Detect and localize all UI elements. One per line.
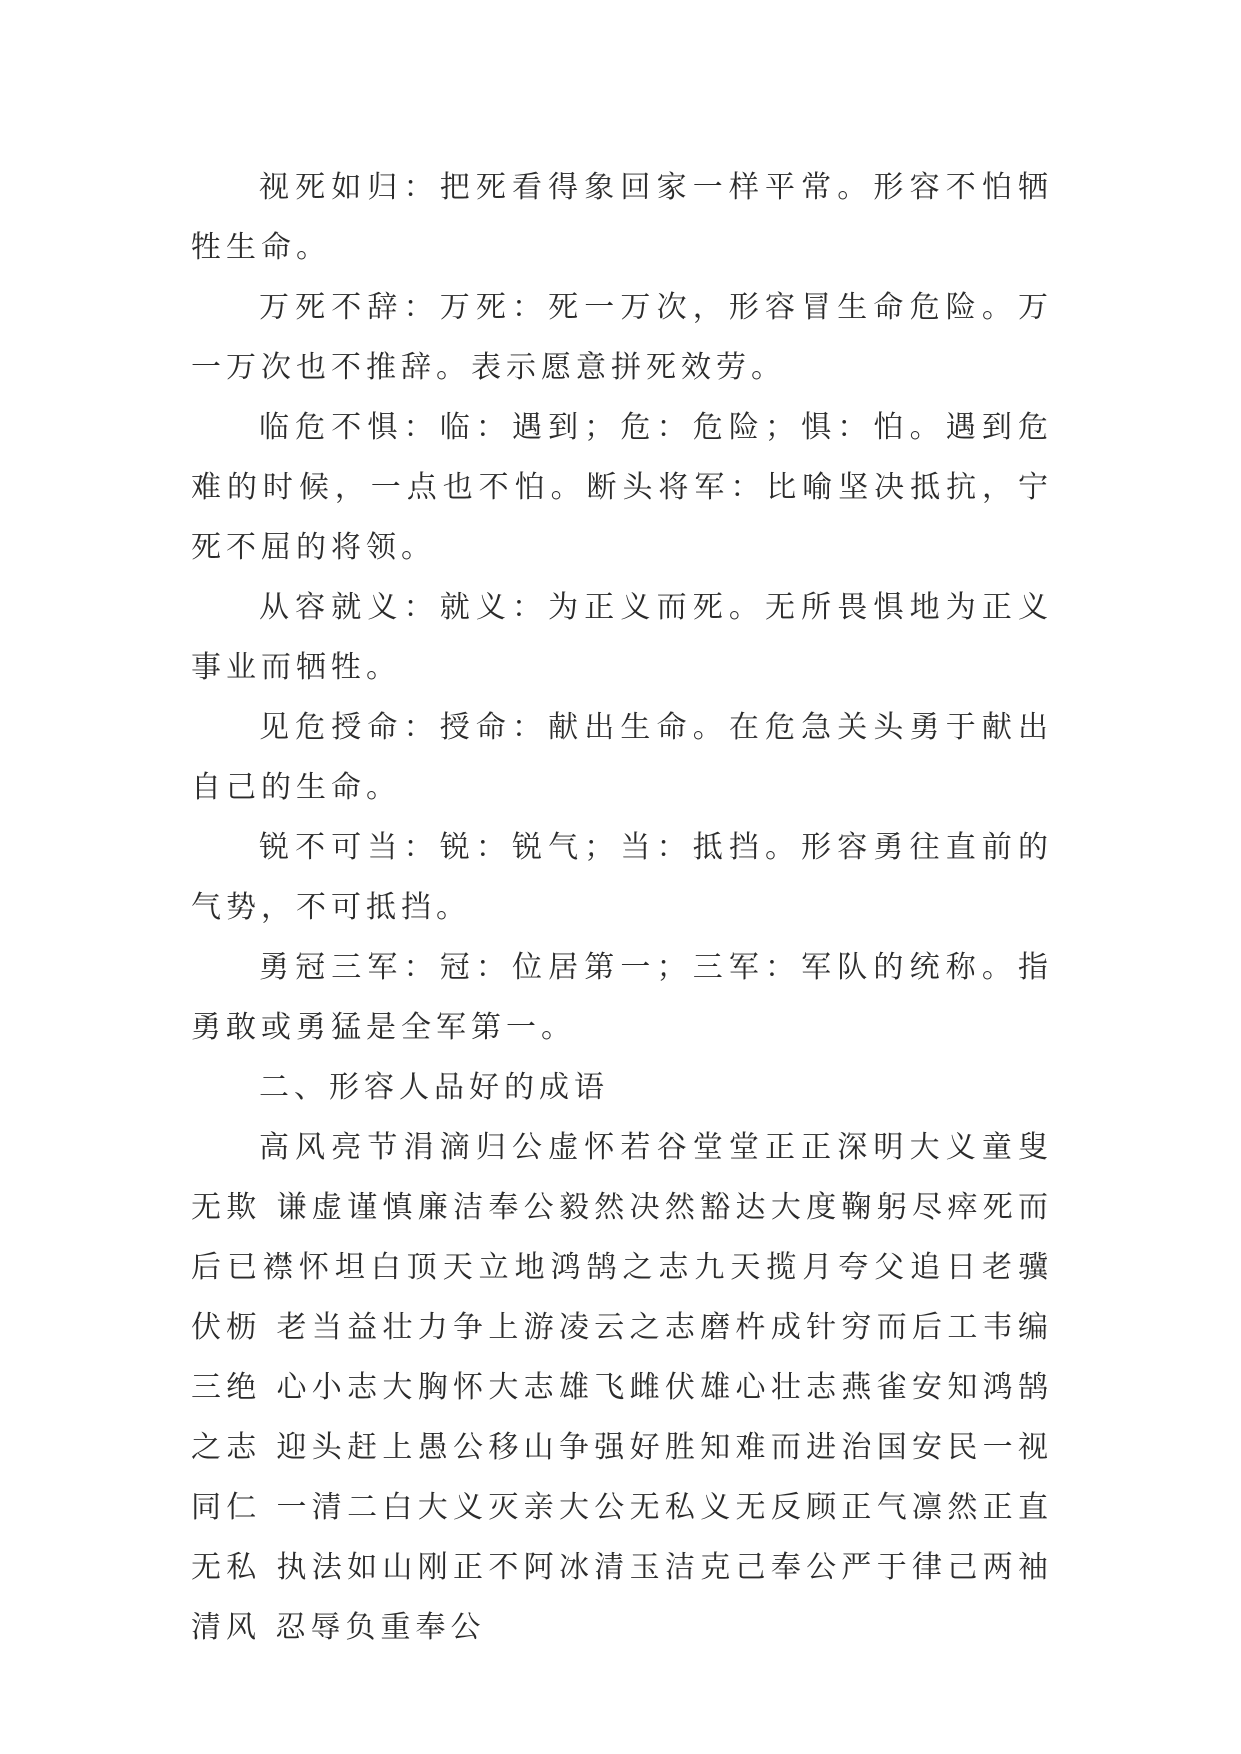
- paragraph-idiom-yongguan-sanjun: 勇冠三军：冠：位居第一；三军：军队的统称。指勇敢或勇猛是全军第一。: [191, 950, 1053, 1045]
- paragraph-idiom-shisi-rugui: 视死如归：把死看得象回家一样平常。形容不怕牺牲生命。: [191, 170, 1053, 265]
- paragraph-idiom-congrong-jiuyi: 从容就义：就义：为正义而死。无所畏惧地为正义事业而牺牲。: [191, 590, 1053, 685]
- document-body: [191, 158, 1053, 1658]
- paragraph-idiom-rui-bu-kedang: 锐不可当：锐：锐气；当：抵挡。形容勇往直前的气势，不可抵挡。: [191, 830, 1053, 925]
- paragraph-idiom-linwei-buju: 临危不惧：临：遇到；危：危险；惧：怕。遇到危难的时候，一点也不怕。断头将军：比喻坚决抵抗，宁死不屈的将领。: [191, 410, 1053, 565]
- section-heading: 二、形容人品好的成语: [259, 1070, 609, 1105]
- paragraph-idiom-wansi-buci: 万死不辞：万死：死一万次，形容冒生命危险。万一万次也不推辞。表示愿意拼死效劳。: [191, 290, 1053, 385]
- paragraph-idiom-list: 高风亮节涓滴归公虚怀若谷堂堂正正深明大义童叟无欺 谦虚谨慎廉洁奉公毅然决然豁达大度鞠躬尽瘁死而后已襟怀坦白顶天立地鸿鹄之志九天揽月夸父追日老骥伏枥 老当益壮力争上游凌云之志磨杵成针穷而后工韦编三绝 心小志大胸怀大志雄飞雌伏雄心壮志燕雀安知鸿鹄之志 迎头赶上愚公移山争强好胜知难而进治国安民一视同仁 一清二白大义灭亲大公无私义无反顾正气凛然正直无私 执法如山刚正不阿冰清玉洁克己奉公严于律己两袖清风 忍辱负重奉公: [191, 1130, 1053, 1645]
- paragraph-idiom-jianwei-shouming: 见危授命：授命：献出生命。在危急关头勇于献出自己的生命。: [191, 710, 1053, 805]
